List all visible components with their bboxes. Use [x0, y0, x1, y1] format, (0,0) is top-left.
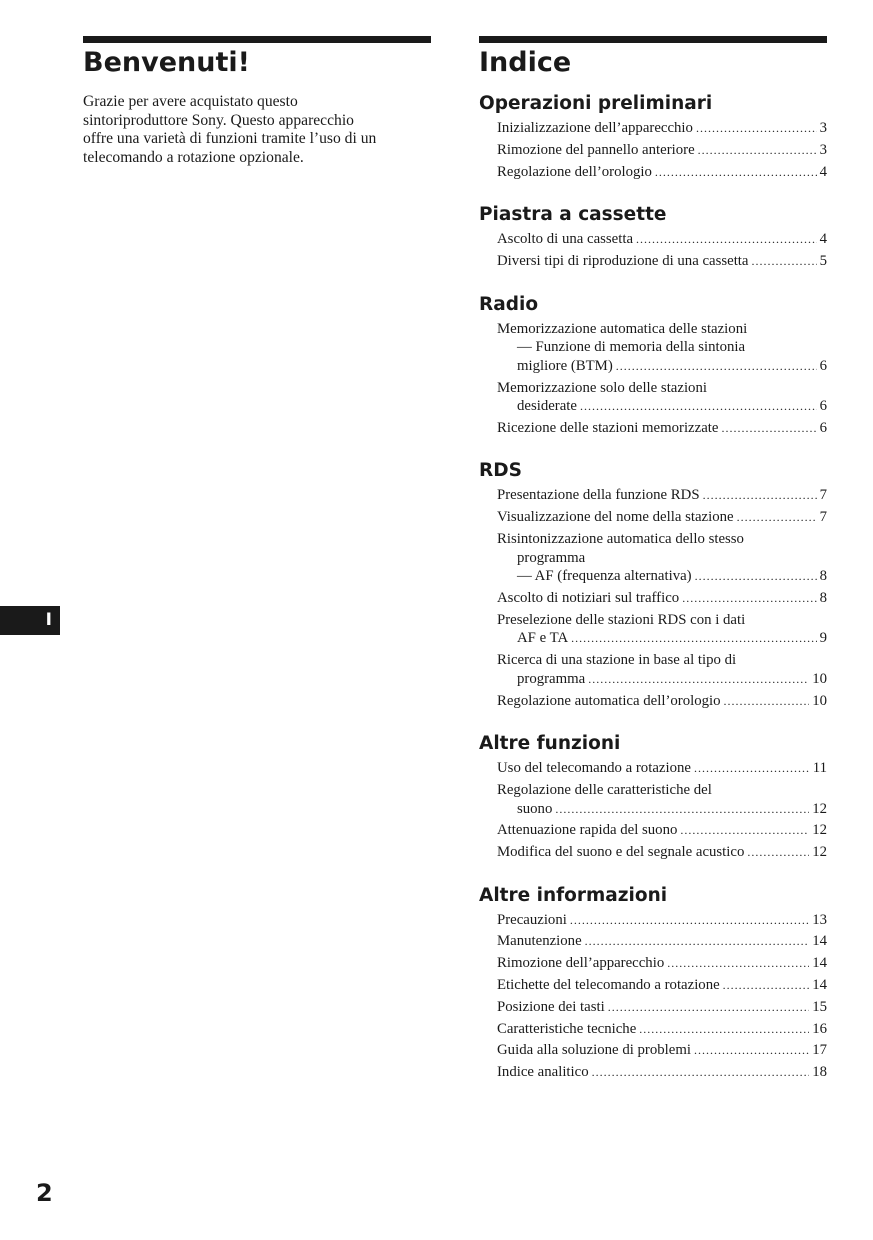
toc-page-number: 5	[819, 252, 827, 269]
toc-entry	[497, 911, 827, 930]
toc-entry-text: Rimozione del pannello anteriore	[497, 141, 695, 158]
toc-entry-line	[497, 932, 827, 951]
toc-entry-text: suono	[517, 800, 553, 817]
toc-section-title: Altre informazioni	[479, 884, 668, 906]
dot-leader	[751, 252, 816, 271]
toc-section	[479, 92, 827, 181]
dot-leader	[667, 954, 809, 973]
welcome-heading: Benvenuti!	[83, 47, 250, 78]
toc-entry	[497, 611, 827, 648]
toc-page-number: 9	[819, 630, 827, 647]
toc-entry	[497, 119, 827, 138]
toc-page-number: 3	[819, 120, 827, 136]
toc-page-number: 14	[812, 955, 827, 972]
toc-entry-text: Regolazione automatica dell’orologio	[497, 692, 721, 709]
dot-leader	[592, 1063, 810, 1082]
toc-entry-text: Ascolto di notiziari sul traffico	[497, 590, 680, 606]
toc-section-title: Altre funzioni	[479, 733, 621, 755]
toc-page-number: 6	[819, 357, 827, 374]
toc-entry	[497, 252, 827, 271]
dot-leader	[694, 759, 810, 778]
toc-entry-text: Etichette del telecomando a rotazione	[497, 977, 720, 993]
toc-entry-text: migliore (BTM)	[517, 357, 613, 374]
toc-entry-line	[497, 629, 827, 648]
dot-leader	[585, 932, 810, 951]
toc-page-number: 7	[819, 509, 827, 526]
dot-leader	[570, 911, 809, 930]
toc-entry-line	[497, 843, 827, 862]
toc-section	[479, 732, 827, 862]
toc-entry-text: Caratteristiche tecniche	[497, 1020, 637, 1037]
dot-leader	[655, 163, 817, 182]
dot-leader	[608, 998, 810, 1017]
toc-entry-text: Attenuazione rapida del suono	[497, 822, 678, 839]
toc-section	[479, 293, 827, 438]
toc-entry-line	[497, 338, 827, 357]
toc-entry-line	[497, 419, 827, 438]
toc-section-title: Radio	[479, 293, 539, 315]
toc-entry-text: Inizializzazione dell’apparecchio	[497, 120, 693, 136]
toc-entry	[497, 1063, 827, 1082]
intro-line: sintoriproduttore Sony. Questo apparecchio	[83, 111, 354, 129]
toc-entry-line	[497, 954, 827, 973]
toc-entry-line	[497, 1041, 827, 1060]
toc-entry-text: Diversi tipi di riproduzione di una cassetta	[497, 252, 749, 269]
dot-leader	[588, 670, 809, 689]
toc-page-number: 17	[812, 1042, 827, 1059]
toc-entry-line	[497, 781, 827, 800]
toc-heading: Indice	[479, 47, 572, 78]
dot-leader	[724, 692, 810, 711]
toc-entry	[497, 932, 827, 951]
toc-entry-text: — Funzione di memoria della sintonia	[517, 339, 746, 356]
intro-line: Grazie per avere acquistato questo	[83, 93, 298, 110]
toc-entry-text: Uso del telecomando a rotazione	[497, 760, 691, 777]
toc-page-number: 8	[819, 568, 827, 585]
toc-entry	[497, 843, 827, 862]
toc-entry	[497, 954, 827, 973]
toc-entry-line	[497, 119, 827, 138]
toc-entry-text: AF e TA	[517, 630, 569, 647]
toc-entry-line	[497, 670, 827, 689]
dot-leader	[695, 567, 817, 586]
toc-page-number: 12	[812, 844, 827, 861]
toc-entry-line	[497, 998, 827, 1017]
toc-entry-text: Memorizzazione solo delle stazioni	[497, 379, 707, 396]
toc-entry-text: Posizione dei tasti	[497, 998, 605, 1015]
toc-entry	[497, 781, 827, 818]
dot-leader	[580, 397, 817, 416]
toc-entry	[497, 759, 827, 778]
dot-leader	[703, 486, 817, 505]
toc-page-number: 14	[812, 933, 827, 950]
left-heading-rule	[83, 36, 431, 43]
toc-entry-line	[497, 230, 827, 249]
toc-entry-line	[497, 486, 827, 505]
toc-entry-text: Rimozione dell’apparecchio	[497, 955, 665, 972]
language-tab-label: I	[45, 610, 52, 630]
toc-section-title: Piastra a cassette	[479, 204, 667, 226]
toc-page-number: 4	[819, 163, 827, 180]
toc-entry-text: Ricezione delle stazioni memorizzate	[497, 419, 719, 436]
dot-leader	[616, 357, 817, 376]
toc-entry-text: Regolazione delle caratteristiche del	[497, 781, 712, 798]
toc-entry	[497, 651, 827, 688]
dot-leader	[680, 821, 809, 840]
toc-entry-line	[497, 379, 827, 398]
toc-entry-text: programma	[517, 670, 586, 687]
toc-entry-line	[497, 320, 827, 339]
toc-entry-text: Precauzioni	[497, 911, 567, 928]
toc-entry-line	[497, 397, 827, 416]
toc-entry	[497, 692, 827, 711]
toc-page-number: 11	[812, 760, 827, 777]
page-number: 2	[36, 1179, 53, 1207]
dot-leader	[639, 1020, 809, 1039]
dot-leader	[694, 1041, 809, 1060]
toc-entry-text: — AF (frequenza alternativa)	[517, 568, 692, 585]
dot-leader	[721, 419, 816, 438]
dot-leader	[571, 629, 816, 648]
toc-entry-line	[497, 549, 827, 568]
toc-page-number: 6	[819, 398, 827, 415]
toc-entry-text: Regolazione dell’orologio	[497, 163, 652, 180]
toc-section-title: Operazioni preliminari	[479, 93, 713, 114]
toc-entry-line	[497, 530, 827, 549]
dot-leader	[696, 119, 817, 138]
toc-page-number: 12	[812, 800, 827, 817]
toc-entry-line	[497, 252, 827, 271]
toc-entry-text: Risintonizzazione automatica dello stesso	[497, 531, 744, 548]
toc-entry	[497, 976, 827, 995]
toc-entry	[497, 821, 827, 840]
toc-entry	[497, 320, 827, 376]
dot-leader	[737, 508, 817, 527]
intro-line: offre una varietà di funzioni tramite l’uso di un	[83, 130, 377, 148]
toc-page-number: 4	[819, 231, 827, 248]
language-side-tab	[0, 606, 60, 635]
toc-entry-line	[497, 611, 827, 630]
toc-entry	[497, 530, 827, 586]
toc-entry-text: Guida alla soluzione di problemi	[497, 1042, 691, 1059]
dot-leader	[555, 800, 809, 819]
toc-entry	[497, 141, 827, 160]
toc-entry	[497, 998, 827, 1017]
toc-entry-line	[497, 163, 827, 182]
dot-leader	[636, 230, 817, 249]
toc-entry-text: Modifica del suono e del segnale acustico	[497, 844, 745, 861]
toc-section	[479, 459, 827, 710]
toc-entry-line	[497, 141, 827, 160]
toc-entry-line	[497, 800, 827, 819]
toc-entry-line	[497, 692, 827, 711]
toc-entry-line	[497, 911, 827, 930]
toc-page-number: 14	[812, 977, 827, 993]
toc-page-number: 8	[819, 590, 827, 606]
toc-entry-line	[497, 821, 827, 840]
toc-entry-text: Visualizzazione del nome della stazione	[497, 509, 734, 526]
toc-entry-line	[497, 651, 827, 670]
toc-page-number: 3	[819, 141, 827, 158]
toc-entry-text: Indice analitico	[497, 1064, 589, 1081]
toc-entry	[497, 230, 827, 249]
toc-entry-text: Ascolto di una cassetta	[497, 231, 634, 248]
toc-entry	[497, 379, 827, 416]
toc-page-number: 15	[812, 998, 827, 1015]
toc-entry-line	[497, 357, 827, 376]
toc-page-number: 18	[812, 1064, 827, 1081]
toc-entry	[497, 1041, 827, 1060]
dot-leader	[723, 976, 810, 995]
toc-entry-text: Preselezione delle stazioni RDS con i dati	[497, 611, 746, 628]
toc-page-number: 13	[812, 911, 827, 928]
toc-entry	[497, 589, 827, 608]
toc-entry-line	[497, 1063, 827, 1082]
toc-entry-line	[497, 1020, 827, 1039]
toc-entry-line	[497, 589, 827, 608]
toc-entry-text: Manutenzione	[497, 933, 582, 950]
toc-section	[479, 884, 827, 1082]
toc-entry	[497, 486, 827, 505]
toc-section	[479, 203, 827, 270]
toc-page-number: 10	[812, 670, 827, 687]
toc-entry-line	[497, 759, 827, 778]
toc-entry-text: Memorizzazione automatica delle stazioni	[497, 320, 748, 337]
dot-leader	[747, 843, 809, 862]
toc-entry	[497, 508, 827, 527]
toc-entry-line	[497, 508, 827, 527]
toc-page-number: 7	[819, 487, 827, 504]
table-of-contents	[479, 92, 827, 1104]
toc-entry-text: desiderate	[517, 398, 577, 415]
dot-leader	[698, 141, 817, 160]
right-heading-rule	[479, 36, 827, 43]
toc-entry-line	[497, 567, 827, 586]
dot-leader	[682, 589, 816, 608]
toc-entry-line	[497, 976, 827, 995]
toc-section-title: RDS	[479, 460, 522, 482]
toc-page-number: 12	[812, 822, 827, 839]
toc-entry	[497, 163, 827, 182]
toc-entry	[497, 419, 827, 438]
toc-entry	[497, 1020, 827, 1039]
toc-entry-text: Ricerca di una stazione in base al tipo di	[497, 652, 737, 669]
toc-page-number: 10	[812, 692, 827, 709]
toc-entry-text: programma	[517, 549, 586, 566]
intro-line: telecomando a rotazione opzionale.	[83, 148, 304, 166]
toc-page-number: 16	[812, 1020, 827, 1037]
welcome-intro	[83, 93, 435, 167]
toc-entry-text: Presentazione della funzione RDS	[497, 487, 700, 504]
toc-page-number: 6	[819, 419, 827, 436]
